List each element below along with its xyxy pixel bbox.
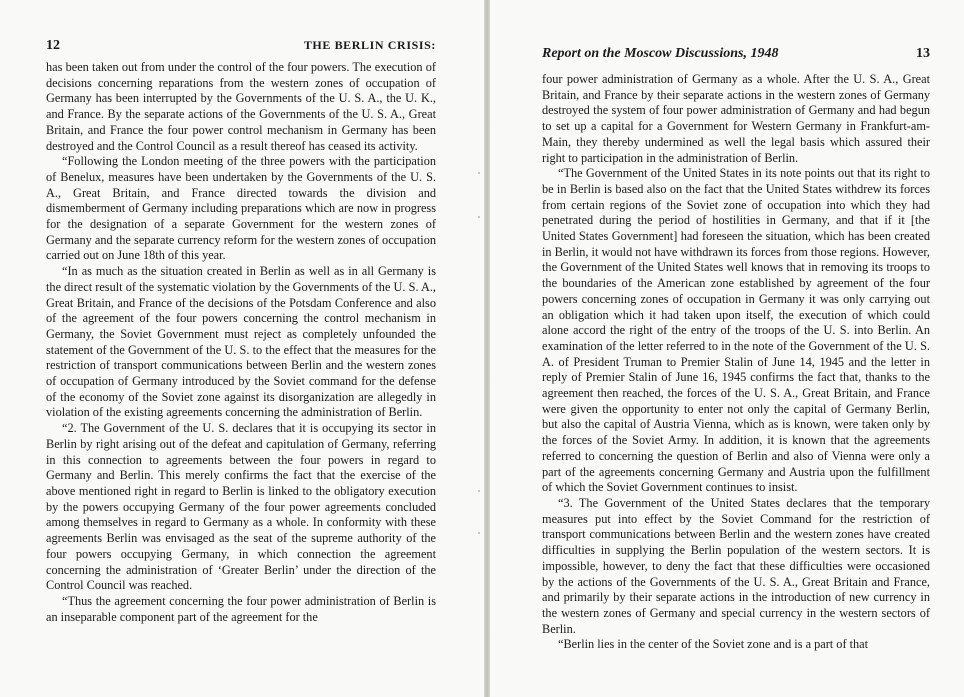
right-page-header [542,46,930,72]
paper-speck [478,490,480,492]
paragraph: four power administration of Germany as a whole. After the U. S. A., Great Britain, and France by their separate actions in the western zones of Germany destroyed the system of four power administration of Germany and had begun to set up a capital for a Government for Western Germany in Frankfurt-am-Main, they thereby undermined as well the legal basis which assured their right to participation in the administration of Berlin. [542,72,930,165]
paper-speck [478,216,480,218]
left-page-body [46,60,436,625]
paragraph: “2. The Government of the U. S. declares that it is occupying its sector in Berlin by right arising out of the defeat and capitulation of Germany, referring in this connection to agreements between the four powers in regard to Germany and Berlin. This merely confirms the fact that the exercise of the above mentioned right in regard to Berlin is linked to the obligatory execution by the powers occupying Germany of the four power agreements concluded among themselves in regard to Germany as a whole. In conformity with these agreements Berlin was envisaged as the seat of the supreme authority of the four powers occupying Germany, in which connection the agreement concerning the administration of ‘Greater Berlin’ under the direction of the Control Council was reached. [46,421,436,593]
paragraph: “Berlin lies in the center of the Soviet zone and is a part of that [558,637,869,652]
paragraph: has been taken out from under the control of the four powers. The execution of decisions concerning reparations from the western zones of occupation of Germany has been interrupted by the Governments of the U. S. A., the U. K., and France. By the separate actions of the Governments of the U. S. A., Great Britain, and France the four power control mechanism in Germany has been destroyed and the Control Council as a result thereof has ceased its activity. [46,60,436,153]
running-head-right: Report on the Moscow Discussions, 1948 [542,46,779,61]
paragraph: “In as much as the situation created in Berlin as well as in all Germany is the direct result of the systematic violation by the Governments of the U. S. A., Great Britain, and France of the decisions of the Potsdam Conference and also of the agreement of the four powers concerning the control mechanism in Germany, the Soviet Government must reject as completely unfounded the statement of the Government of the U. S. to the effect that the measures for the restriction of transport communications between Berlin and the western zones of occupation of Germany introduced by the Soviet command for the defense of the economy of the Soviet zone against its disorganization are allegedly in violation of the existing agreements concerning the administration of Berlin. [46,264,436,420]
paragraph: “The Government of the United States in its note points out that its right to be in Berlin is based also on the fact that the United States withdrew its forces from certain regions of the Soviet zone of occupation into which they had penetrated during the period of hostilities in Germany, and that if it [the United States Government] had foreseen the situation, which has been created in Berlin, it would not have withdrawn its forces from those regions. However, the Government of the United States well knows that in removing its troops to the boundaries of the American zone established by agreement of the four powers concerning zones of occupation in Germany it was only carrying out an obligation which it had taken upon itself, the execution of which could alone accord the right of the entry of the troops of the U. S. into Berlin. An examination of the letter referred to in the note of the Government of the U. S. A. of President Truman to Premier Stalin of June 14, 1945 and the letter in reply of Premier Stalin of June 16, 1945 confirms the fact that, thanks to the agreement then reached, the forces of the U. S. A., Great Britain, and France were given the opportunity to enter not only the capital of Germany Berlin, but also the capital of Austria Vienna, which as is known, were taken only by the forces of the Soviet Army. In addition, it is known that the agreements referred to concerning the question of Berlin and also of Vienna were only a part of the agreements concerning Germany and Austria upon the fulfillment of which the Soviet Government continues to insist. [542,166,930,495]
page-number-left: 12 [46,38,60,53]
running-head-left: THE BERLIN CRISIS: [303,38,436,52]
paragraph: “Thus the agreement concerning the four power administration of Berlin is an inseparable component part of the agreement for the [46,593,436,624]
left-page-header [46,38,436,60]
page-number-right: 13 [916,46,930,61]
right-page [490,0,964,697]
paper-speck [478,532,480,534]
paragraph: “Following the London meeting of the three powers with the participation of Benelux, measures have been undertaken by the Governments of the U. S. A., Great Britain, and France directed towards the division and dismemberment of Germany including preparations which are now in progress for the designation of a separate Government for the western zones of Germany and the separate currency reform for the western zones of occupation carried out on June 18th of this year. [46,154,436,263]
paragraph: “3. The Government of the United States declares that the temporary measures put into effect by the Soviet Command for the restriction of transport communications between Berlin and the western zones have created difficulties in supplying the Berlin population of the western sectors. It is impossible, however, to deny the fact that these difficulties were occasioned by the actions of the Governments of the U. S. A., Great Britain and France, and primarily by their separate actions in the introduction of new currency in the western zones of Germany and special currency in the western sectors of Berlin. [542,495,930,636]
paper-speck [478,172,480,174]
right-page-body [542,72,930,653]
